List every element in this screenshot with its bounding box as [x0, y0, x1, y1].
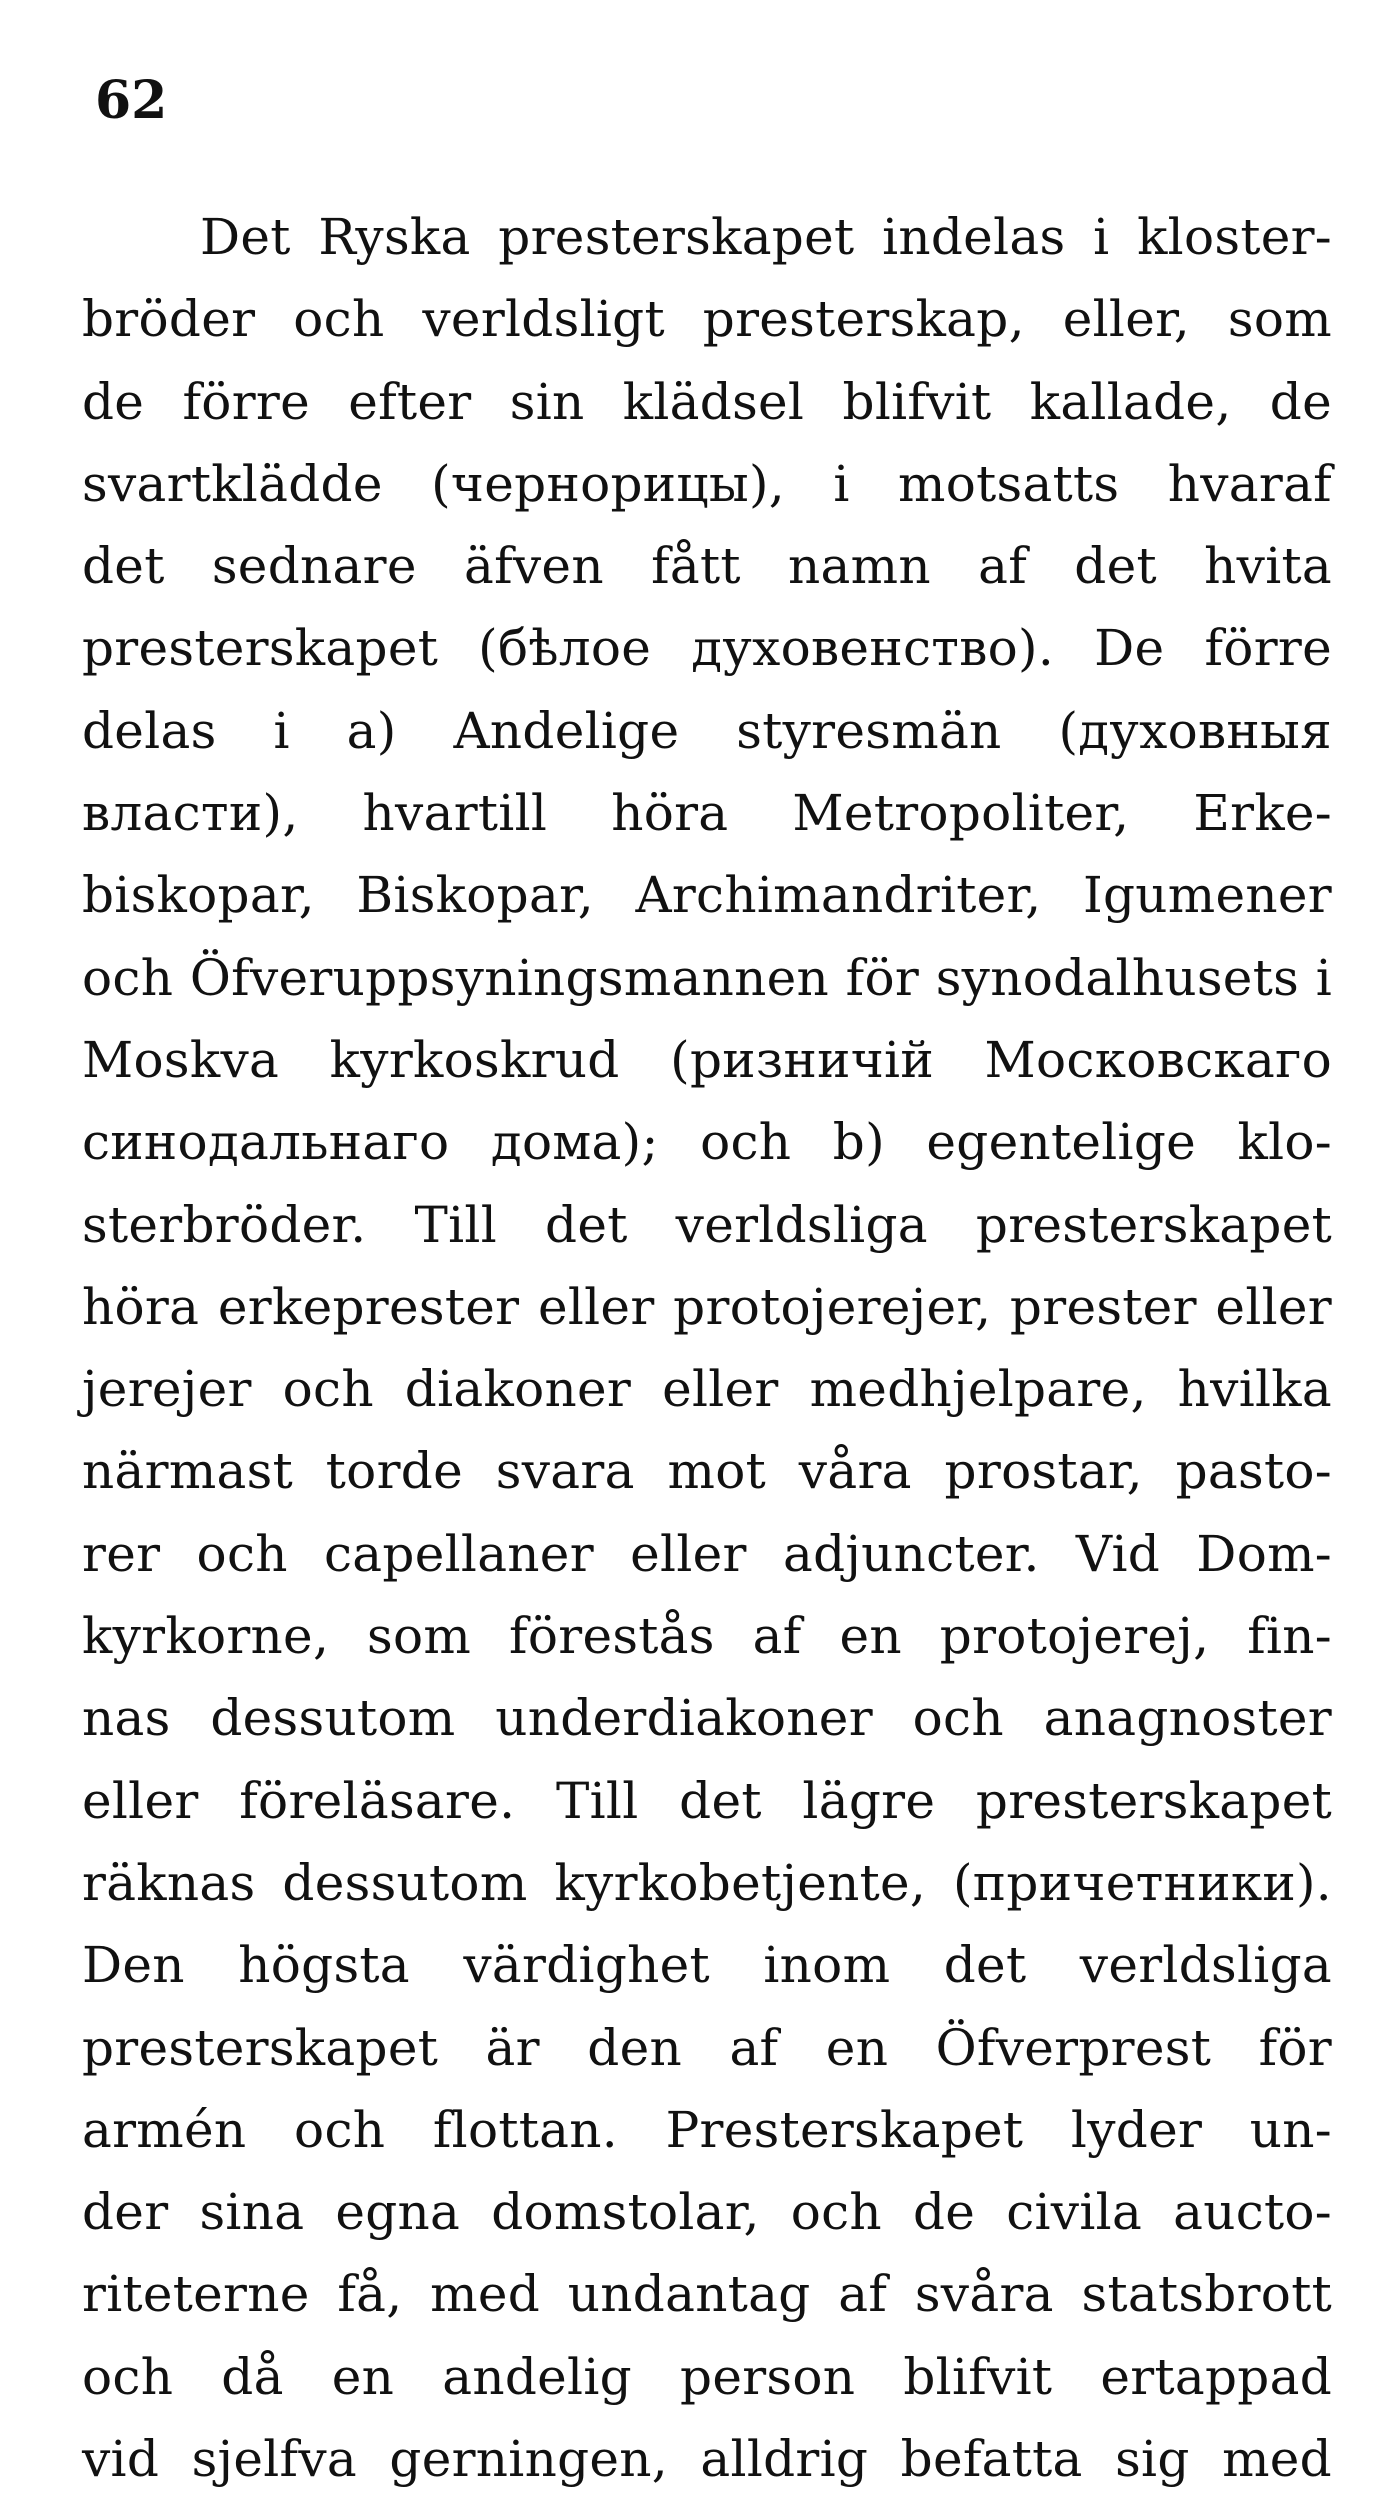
text-line: de förre efter sin klädsel blifvit kallade, de: [82, 372, 1332, 431]
text-line: presterskapet är den af en Öfverprest för: [82, 2018, 1332, 2077]
text-line: och Öfveruppsyningsmannen för synodalhusets i: [82, 948, 1332, 1007]
text-line: синодальнаго дома); och b) egentelige klo-: [82, 1113, 1332, 1172]
text-line: nas dessutom underdiakoner och anagnoster: [82, 1689, 1332, 1748]
text-line: sterbröder. Till det verldsliga presterskapet: [82, 1195, 1332, 1254]
text-line: det sednare äfven fått namn af det hvita: [82, 537, 1332, 596]
text-line: der sina egna domstolar, och de civila aucto-: [82, 2183, 1332, 2242]
text-line: jerejer och diakoner eller medhjelpare, hvilka: [82, 1360, 1332, 1419]
text-line: presterskapet (бѣлое духовенство). De förre: [82, 619, 1332, 678]
text-line: vid sjelfva gerningen, alldrig befatta sig med: [82, 2430, 1332, 2489]
text-line: räknas dessutom kyrkobetjente, (причетники).: [82, 1853, 1332, 1912]
text-line: armén och flottan. Presterskapet lyder un-: [82, 2100, 1332, 2159]
body-text: [82, 196, 1332, 2500]
text-line: biskopar, Biskopar, Archimandriter, Igumener: [82, 866, 1332, 925]
text-line: och då en andelig person blifvit ertappad: [82, 2347, 1332, 2406]
text-line: Den högsta värdighet inom det verldsliga: [82, 1936, 1332, 1995]
text-line: kyrkorne, som förestås af en protojerej, fin-: [82, 1607, 1332, 1666]
page-number: 62: [95, 70, 168, 131]
text-line: Moskva kyrkoskrud (ризничій Московскаго: [82, 1030, 1332, 1089]
text-line: Det Ryska presterskapet indelas i kloster-: [200, 208, 1332, 266]
text-line: riteterne få, med undantag af svåra statsbrott: [82, 2265, 1332, 2324]
text-line: höra erkeprester eller protojerejer, prester eller: [82, 1277, 1332, 1336]
text-line: delas i a) Andelige styresmän (духовныя: [82, 701, 1332, 760]
text-line: svartklädde (чернорицы), i motsatts hvaraf: [82, 454, 1332, 513]
text-line: власти), hvartill höra Metropoliter, Erke-: [82, 784, 1332, 843]
text-line: närmast torde svara mot våra prostar, pasto-: [82, 1442, 1332, 1501]
text-line: rer och capellaner eller adjuncter. Vid Dom-: [82, 1524, 1332, 1583]
text-line: eller föreläsare. Till det lägre presterskapet: [82, 1771, 1332, 1830]
text-line: bröder och verldsligt presterskap, eller, som: [82, 290, 1332, 349]
